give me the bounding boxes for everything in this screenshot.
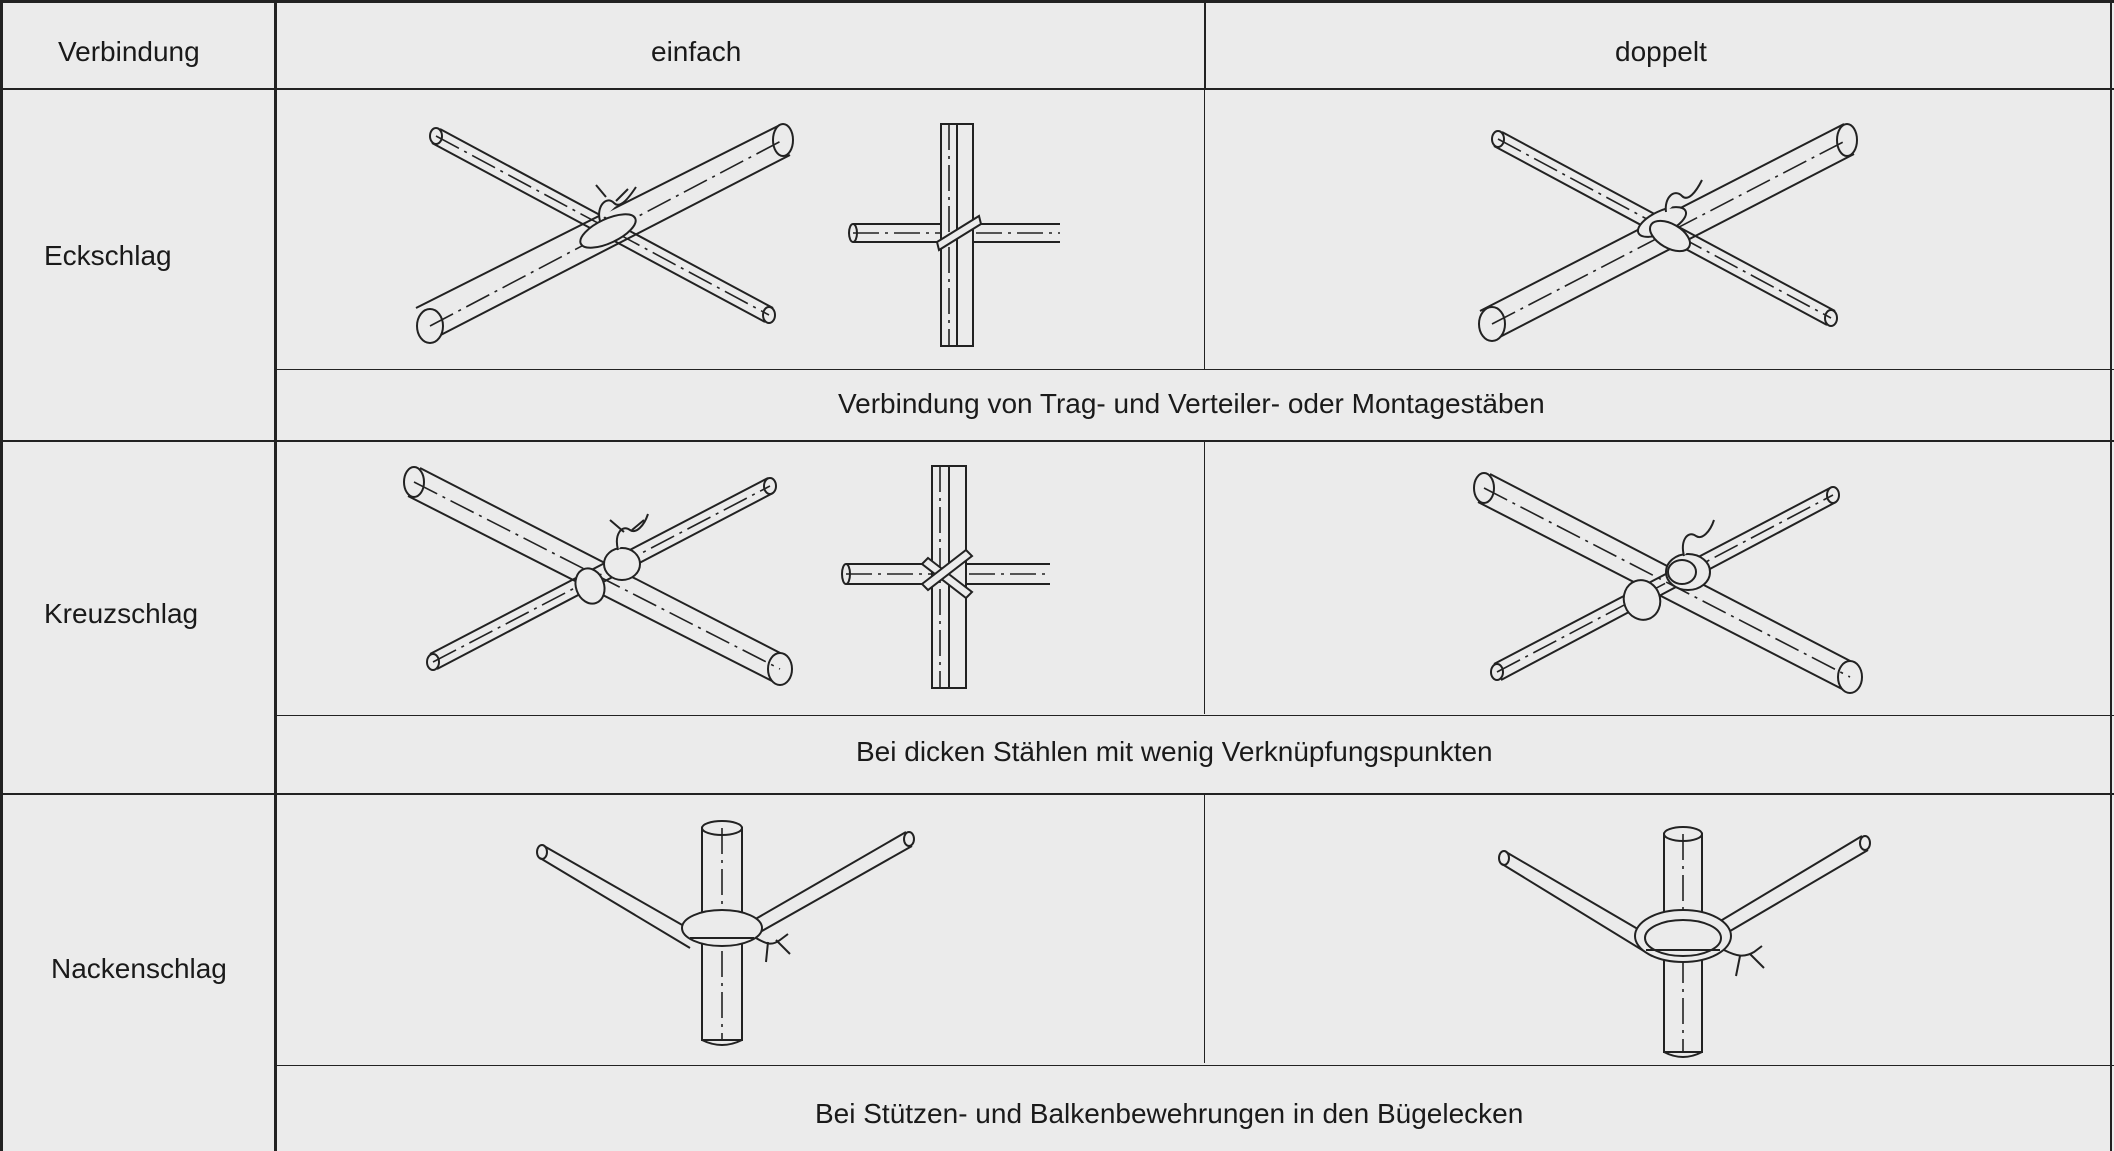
caption-nackenschlag: Bei Stützen- und Balkenbewehrungen in den Bügelecken — [815, 1098, 1524, 1129]
grid-header-bottom — [0, 88, 2114, 90]
grid-row3-divider — [1204, 795, 1205, 1063]
grid-right — [2110, 0, 2112, 1151]
kreuzschlag-single-oblique-figure — [400, 462, 800, 702]
row-label-nackenschlag: Nackenschlag — [51, 953, 227, 984]
kreuzschlag-double-oblique-figure — [1470, 468, 1870, 708]
grid-row2-divider — [1204, 442, 1205, 714]
grid-header-divider — [1204, 0, 1206, 89]
eckschlag-single-oblique-figure — [400, 115, 800, 355]
header-connection: Verbindung — [58, 36, 200, 67]
nackenschlag-double-figure — [1500, 816, 1880, 1061]
row-label-kreuzschlag: Kreuzschlag — [44, 598, 199, 629]
kreuzschlag-single-top-figure — [838, 462, 1058, 692]
grid-row1-divider — [1204, 90, 1205, 370]
grid-row3-caption-top — [276, 1065, 2114, 1066]
grid-row2-bottom — [0, 793, 2114, 795]
grid-label-col-divider — [274, 0, 277, 1151]
grid-row1-caption-top — [276, 369, 2114, 370]
caption-eckschlag: Verbindung von Trag- und Verteiler- oder Montagestäben — [838, 388, 1545, 419]
eckschlag-double-oblique-figure — [1470, 118, 1870, 358]
nackenschlag-single-figure — [540, 810, 920, 1055]
header-single: einfach — [651, 36, 742, 67]
grid-row1-bottom — [0, 440, 2114, 442]
grid-row2-caption-top — [276, 715, 2114, 716]
grid-top — [0, 0, 2114, 3]
row-label-eckschlag: Eckschlag — [44, 240, 172, 271]
caption-kreuzschlag: Bei dicken Stählen mit wenig Verknüpfungspunkten — [856, 736, 1493, 767]
grid-left — [0, 0, 3, 1151]
eckschlag-single-top-figure — [845, 120, 1065, 350]
header-double: doppelt — [1615, 36, 1707, 67]
